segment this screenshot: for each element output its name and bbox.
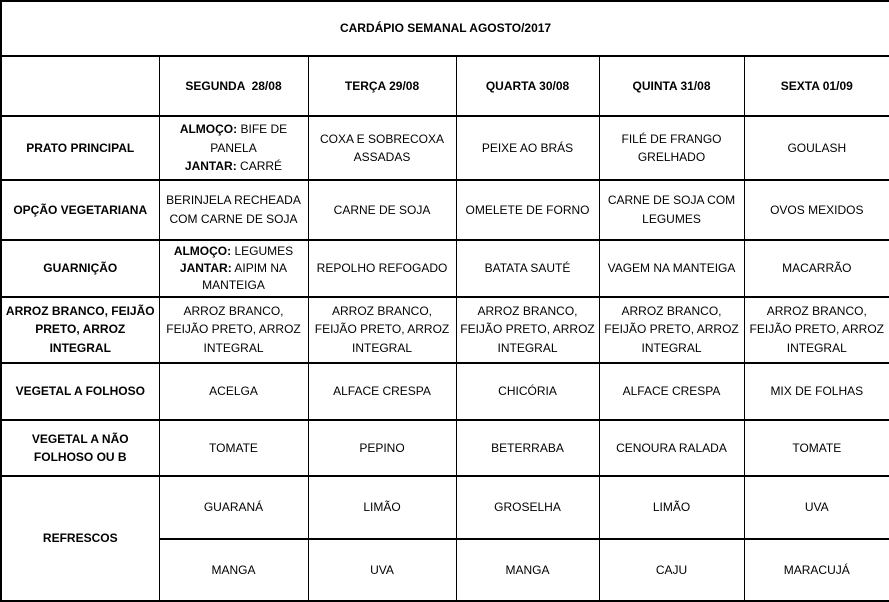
page-title: CARDÁPIO SEMANAL AGOSTO/2017 — [1, 1, 889, 56]
cell-refrescos-2-quinta: CAJU — [599, 539, 744, 601]
cell-refrescos-1-segunda: GUARANÁ — [159, 476, 308, 538]
cell-refrescos-2-sexta: MARACUJÁ — [744, 539, 889, 601]
cell-prato-principal-segunda — [159, 116, 308, 179]
cell-opcao-vegetariana-terca: CARNE DE SOJA — [308, 180, 456, 240]
jantar-value: CARRÉ — [240, 159, 283, 174]
almoco-label: ALMOÇO: — [173, 244, 232, 259]
cell-vegetal-nao-folhoso-quinta: CENOURA RALADA — [599, 420, 744, 476]
cell-guarnicao-sexta: MACARRÃO — [744, 240, 889, 297]
cell-prato-principal-terca: COXA E SOBRECOXA ASSADAS — [308, 116, 456, 179]
cell-guarnicao-terca: REPOLHO REFOGADO — [308, 240, 456, 297]
cell-vegetal-folhoso-quinta: ALFACE CRESPA — [599, 363, 744, 420]
almoco-line — [163, 243, 305, 260]
cell-vegetal-folhoso-quarta: CHICÓRIA — [456, 363, 599, 420]
jantar-line — [163, 260, 305, 294]
jantar-value: AIPIM NA MANTEIGA — [202, 260, 288, 292]
corner-cell — [1, 56, 159, 116]
row-label-guarnicao: GUARNIÇÃO — [1, 240, 159, 297]
cell-vegetal-nao-folhoso-quarta: BETERRABA — [456, 420, 599, 476]
cell-opcao-vegetariana-quarta: OMELETE DE FORNO — [456, 180, 599, 240]
cell-arroz-feijao-terca: ARROZ BRANCO, FEIJÃO PRETO, ARROZ INTEGRAL — [308, 297, 456, 363]
cell-refrescos-2-quarta: MANGA — [456, 539, 599, 601]
row-label-refrescos: REFRESCOS — [1, 476, 159, 601]
row-label-arroz-feijao: ARROZ BRANCO, FEIJÃO PRETO, ARROZ INTEGRAL — [1, 297, 159, 363]
cell-opcao-vegetariana-sexta: OVOS MEXIDOS — [744, 180, 889, 240]
almoco-label: ALMOÇO: — [179, 122, 238, 137]
day-header-sexta: SEXTA 01/09 — [744, 56, 889, 116]
cell-guarnicao-segunda — [159, 240, 308, 297]
cell-prato-principal-quinta: FILÉ DE FRANGO GRELHADO — [599, 116, 744, 179]
cell-refrescos-1-quarta: GROSELHA — [456, 476, 599, 538]
cell-vegetal-folhoso-sexta: MIX DE FOLHAS — [744, 363, 889, 420]
row-label-prato-principal: PRATO PRINCIPAL — [1, 116, 159, 179]
cell-refrescos-2-terca: UVA — [308, 539, 456, 601]
almoco-value: BIFE DE PANELA — [210, 122, 288, 155]
cell-vegetal-folhoso-segunda: ACELGA — [159, 363, 308, 420]
cell-guarnicao-quinta: VAGEM NA MANTEIGA — [599, 240, 744, 297]
cell-opcao-vegetariana-quinta: CARNE DE SOJA COM LEGUMES — [599, 180, 744, 240]
cell-refrescos-2-segunda: MANGA — [159, 539, 308, 601]
day-header-terca: TERÇA 29/08 — [308, 56, 456, 116]
jantar-line — [163, 157, 305, 176]
cell-arroz-feijao-quarta: ARROZ BRANCO, FEIJÃO PRETO, ARROZ INTEGRAL — [456, 297, 599, 363]
day-header-quinta: QUINTA 31/08 — [599, 56, 744, 116]
cell-arroz-feijao-segunda: ARROZ BRANCO, FEIJÃO PRETO, ARROZ INTEGRAL — [159, 297, 308, 363]
row-label-vegetal-nao-folhoso: VEGETAL A NÃO FOLHOSO OU B — [1, 420, 159, 476]
row-label-opcao-vegetariana: OPÇÃO VEGETARIANA — [1, 180, 159, 240]
cell-refrescos-1-sexta: UVA — [744, 476, 889, 538]
cell-refrescos-1-quinta: LIMÃO — [599, 476, 744, 538]
jantar-label: JANTAR: — [179, 260, 232, 275]
cell-vegetal-nao-folhoso-terca: PEPINO — [308, 420, 456, 476]
cell-vegetal-nao-folhoso-sexta: TOMATE — [744, 420, 889, 476]
cell-guarnicao-quarta: BATATA SAUTÉ — [456, 240, 599, 297]
almoco-value: LEGUMES — [234, 244, 294, 259]
cell-vegetal-folhoso-terca: ALFACE CRESPA — [308, 363, 456, 420]
cell-vegetal-nao-folhoso-segunda: TOMATE — [159, 420, 308, 476]
cell-refrescos-1-terca: LIMÃO — [308, 476, 456, 538]
almoco-line — [163, 120, 305, 157]
day-header-segunda: SEGUNDA 28/08 — [159, 56, 308, 116]
row-label-vegetal-folhoso: VEGETAL A FOLHOSO — [1, 363, 159, 420]
cell-arroz-feijao-quinta: ARROZ BRANCO, FEIJÃO PRETO, ARROZ INTEGRAL — [599, 297, 744, 363]
cell-opcao-vegetariana-segunda: BERINJELA RECHEADA COM CARNE DE SOJA — [159, 180, 308, 240]
jantar-label: JANTAR: — [184, 159, 237, 174]
cell-arroz-feijao-sexta: ARROZ BRANCO, FEIJÃO PRETO, ARROZ INTEGRAL — [744, 297, 889, 363]
cell-prato-principal-sexta: GOULASH — [744, 116, 889, 179]
day-header-quarta: QUARTA 30/08 — [456, 56, 599, 116]
cell-prato-principal-quarta: PEIXE AO BRÁS — [456, 116, 599, 179]
